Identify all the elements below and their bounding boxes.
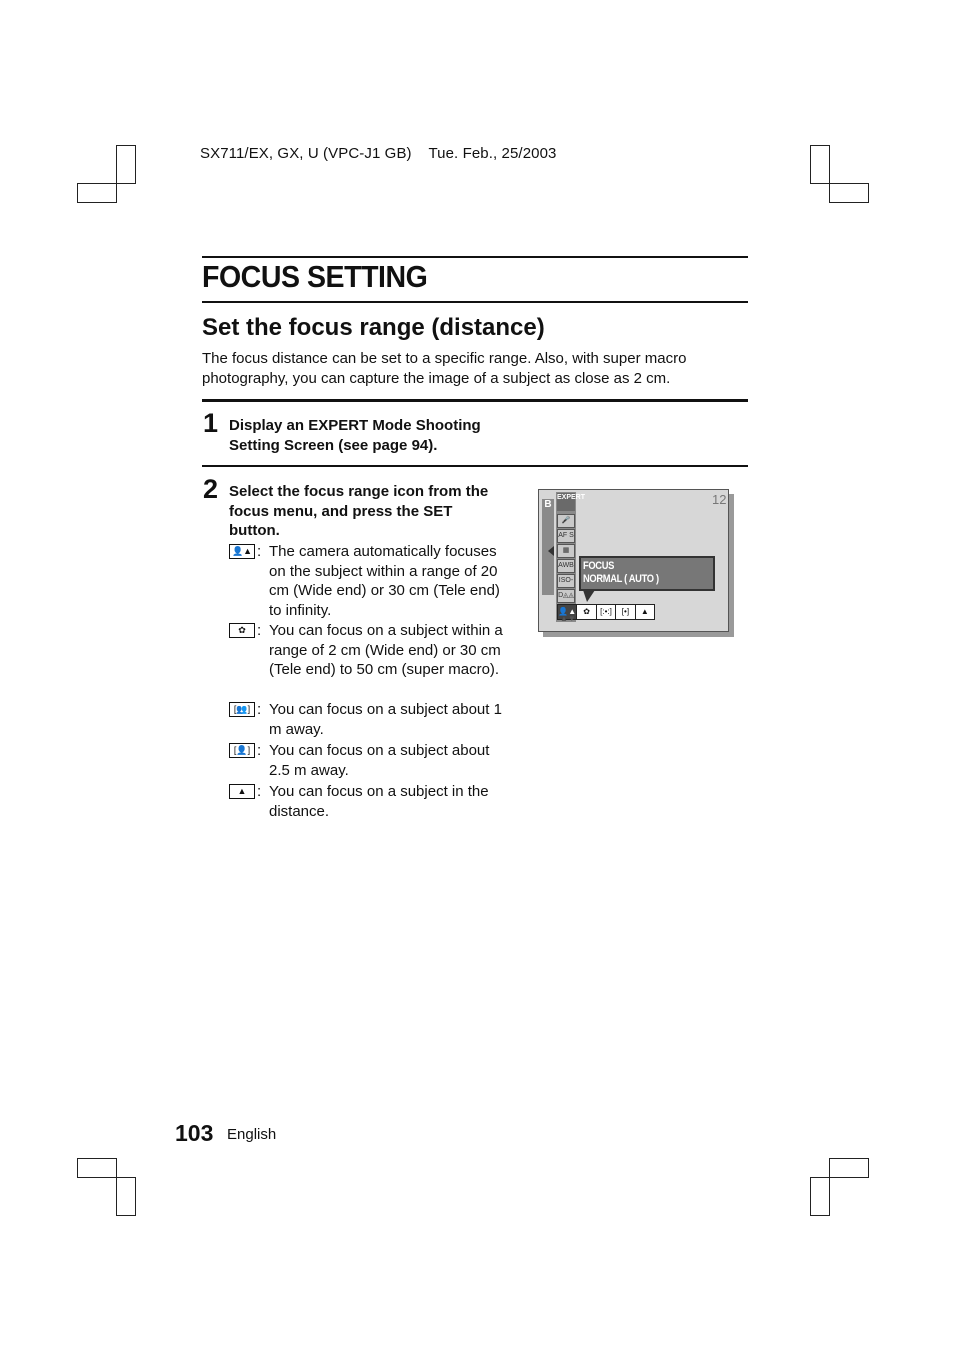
step-2-line-3: button. — [229, 522, 280, 539]
step-1-number: 1 — [203, 408, 219, 438]
section-title: FOCUS SETTING — [202, 259, 428, 294]
focus-label: FOCUS — [583, 560, 615, 572]
page-number: 103 — [175, 1120, 214, 1146]
crop-mark-top-right-vertical — [810, 145, 830, 184]
menu-pointer-icon — [548, 546, 554, 556]
option-super-macro-text: You can focus on a subject within a range of 2 cm (Wide end) or 30 cm (Tele end) to 50 cm (super macro). — [269, 622, 503, 678]
focus-1m-icon: [:•:] — [597, 605, 616, 619]
title-bottom-rule — [202, 301, 748, 303]
focus-1m-icon: [👥] — [229, 702, 255, 717]
page-language: English — [227, 1126, 277, 1143]
option-2-5m: [👤] : You can focus on a subject about 2.5 m away. — [229, 741, 509, 781]
option-super-macro: ✿ : You can focus on a subject within a range of 2 cm (Wide end) or 30 cm (Tele end) to 50 cm (super macro). — [229, 621, 509, 701]
step-2-line-2: focus menu, and press the SET — [229, 502, 453, 520]
intro-paragraph: The focus distance can be set to a specific range. Also, with super macro photography, you can capture the image of a subject as close as 2 cm. — [202, 350, 687, 387]
step-1-rule — [202, 399, 748, 402]
subtitle: Set the focus range (distance) — [202, 314, 545, 341]
step-1-text — [229, 416, 519, 455]
focus-2-5m-icon: [•] — [616, 605, 635, 619]
mode-tab: B — [542, 499, 554, 595]
super-macro-icon: ✿ — [229, 623, 255, 638]
mic-icon: 🎤 — [557, 514, 575, 528]
awb-icon: AWB — [557, 559, 575, 573]
step-2-text — [229, 482, 519, 541]
option-infinity: ▲ : You can focus on a subject in the distance. — [229, 782, 509, 822]
infinity-landscape-icon: ▲ — [229, 784, 255, 799]
focus-info-box — [579, 556, 715, 591]
infinity-landscape-icon: ▲ — [640, 607, 649, 616]
option-1m: [👥] : You can focus on a subject about 1 m away. — [229, 700, 509, 740]
crop-mark-top-left-vertical — [116, 145, 136, 184]
af-icon: AF S — [557, 529, 575, 543]
crop-mark-bottom-left-vertical — [116, 1177, 136, 1216]
crop-mark-bottom-right-horizontal — [829, 1158, 869, 1178]
metering-icon: ▦ — [557, 544, 575, 558]
option-1m-text: You can focus on a subject about 1 m away. — [269, 701, 502, 738]
crop-mark-bottom-left-horizontal — [77, 1158, 117, 1178]
option-2-5m-text: You can focus on a subject about 2.5 m away. — [269, 742, 490, 779]
crop-mark-top-right-horizontal — [829, 183, 869, 203]
step-1-line-1: Display an EXPERT Mode Shooting — [229, 417, 481, 434]
normal-auto-focus-icon: 👤▲ — [558, 605, 577, 619]
step-2-rule — [202, 465, 748, 467]
super-macro-icon: ✿ — [577, 605, 596, 619]
title-top-rule — [202, 256, 748, 258]
doc-date: Tue. Feb., 25/2003 — [428, 145, 557, 162]
scroll-arrows-icon: ▲▼ — [560, 614, 576, 623]
shot-count: 12 — [712, 492, 727, 507]
expert-label: EXPERT — [557, 493, 575, 511]
option-normal-focus-text: The camera automatically focuses on the subject within a range of 20 cm (Wide end) or 30 cm (Tele end) to infinity. — [269, 543, 500, 619]
balloon-tail — [583, 590, 595, 602]
option-infinity-text: You can focus on a subject in the distance. — [269, 783, 489, 820]
doc-id: SX711/EX, GX, U (VPC-J1 GB) — [200, 145, 412, 162]
step-2-number: 2 — [203, 474, 219, 504]
step-2-line-1: Select the focus range icon from the — [229, 483, 489, 500]
focus-menu-icon: D◬◬ — [557, 589, 575, 603]
document-header — [200, 145, 556, 162]
iso-icon: ISO- — [557, 574, 575, 588]
focus-2-5m-icon: [👤] — [229, 743, 255, 758]
step-1-line-2: Setting Screen (see page 94). — [229, 436, 438, 454]
option-normal-focus: 👤▲ : The camera automatically focuses on the subject within a range of 20 cm (Wide end) or 30 cm (Tele end) to infinity. — [229, 542, 509, 622]
crop-mark-top-left-horizontal — [77, 183, 117, 203]
crop-mark-bottom-right-vertical — [810, 1177, 830, 1216]
normal-auto-focus-icon: 👤▲ — [229, 544, 255, 559]
focus-value: NORMAL ( AUTO ) — [583, 573, 659, 585]
